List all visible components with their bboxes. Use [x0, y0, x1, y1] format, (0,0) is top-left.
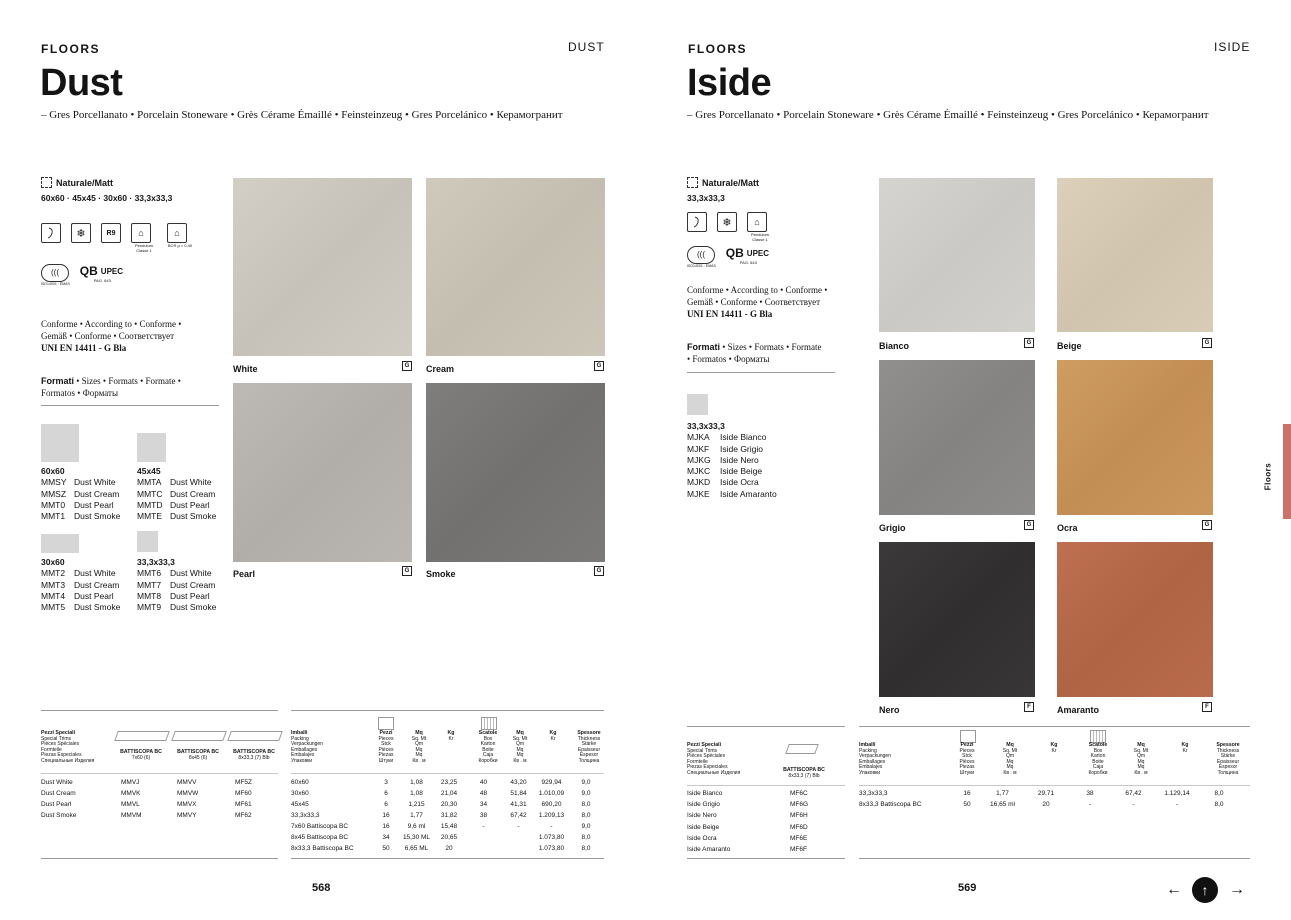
divider — [291, 858, 604, 859]
special-trims-header: Pezzi Speciali Special Trims Pièces Spéciales Formteile Piezas Especiales Специальные Изделия — [41, 730, 95, 764]
divider — [291, 773, 604, 774]
table-row: Dust White MMVJ MMVV MF5Z — [41, 779, 252, 786]
tile-grid-icon — [687, 177, 698, 188]
table-cell: 6 — [384, 801, 388, 808]
table-cell: 1.073,80 — [538, 845, 565, 852]
list-item: MMSZ Dust Cream — [41, 488, 120, 499]
list-item: MJKD Iside Ocra — [687, 477, 759, 488]
divider — [859, 858, 1250, 859]
table-cell: 8x33,3 Battiscopa BC — [859, 801, 922, 808]
table-cell: 15,30 ML — [402, 834, 431, 841]
list-item: MMT9 Dust Smoke — [137, 602, 217, 613]
qb-icon: QB — [79, 264, 98, 278]
list-item: MMT5 Dust Smoke — [41, 602, 121, 613]
size-group — [137, 557, 216, 613]
col-header-thickness: Spessore Thickness Stärke Epaisseur Espesor Толщина — [1216, 742, 1240, 776]
trim-drawing — [171, 731, 227, 741]
scroll-top-button[interactable]: ↑ — [1192, 877, 1218, 903]
table-cell: 45x45 — [291, 801, 309, 808]
conformity-text — [687, 284, 827, 320]
finish-row — [41, 177, 113, 188]
formati-translations-2: Formatos • Форматы — [41, 388, 119, 398]
conformity-text — [41, 318, 181, 354]
table-cell: 1.073,80 — [538, 834, 565, 841]
formati-label: Formati — [41, 376, 75, 386]
formati-label: Formati — [687, 342, 721, 352]
col-header-pieces: Pezzi Pieces Stck Pièces Piezas Штуки — [378, 730, 394, 764]
table-cell: 1,215 — [408, 801, 425, 808]
qb-icon: QB — [725, 246, 744, 260]
divider — [687, 726, 845, 727]
table-cell: 8,0 — [1214, 801, 1224, 808]
bcr-block — [167, 223, 193, 253]
table-cell: 8,0 — [1214, 790, 1224, 797]
special-trims-rows — [687, 788, 847, 855]
trim-drawing — [114, 731, 170, 741]
table-cell: 690,20 — [541, 801, 562, 808]
table-cell: 31,82 — [440, 812, 458, 819]
size-group — [41, 557, 120, 613]
list-item: MJKC Iside Beige — [687, 466, 763, 477]
divider — [859, 726, 1250, 727]
grade-badge: G — [402, 361, 412, 371]
tile-label: Nero — [879, 705, 900, 715]
trim-col-header: BATTISCOPA BC 8x33,3 (7) Blb — [783, 767, 825, 779]
col-header-sqm-box: Mq Sq. Mt Qm Mq Mq Кв . м — [1133, 742, 1149, 776]
page-number: 569 — [958, 882, 977, 894]
swatch-33x33 — [137, 531, 158, 552]
cert-icon: ((( — [41, 264, 69, 282]
table-cell: 29,71 — [1037, 790, 1055, 797]
pendulum-block — [747, 212, 773, 242]
col-header-kg-box: Kg Kr — [549, 730, 557, 742]
table-cell — [502, 832, 535, 843]
table-cell: 51,84 — [510, 790, 527, 797]
table-cell: 60x60 — [291, 779, 309, 786]
cert-block — [687, 246, 716, 268]
tile-image-ocra — [1057, 360, 1213, 515]
feature-icons — [687, 212, 773, 242]
table-cell: - — [1175, 801, 1179, 808]
upec-label: UPEC — [100, 266, 124, 276]
material-subtitle: – Gres Porcellanato • Porcelain Stoneware • Grès Cérame Émaillé • Feinsteinzeug • Gres Porcelánico • Керамогранит — [687, 109, 1209, 121]
table-row — [291, 832, 607, 843]
list-item: MMT8 Dust Pearl — [137, 590, 210, 601]
table-cell: 34 — [479, 801, 488, 808]
bcr-icon: ⌂ — [167, 223, 187, 243]
tile-label: Grigio — [879, 523, 906, 533]
uni-standard: UNI EN 14411 - G Bla — [687, 309, 773, 319]
table-cell: 6 — [384, 790, 388, 797]
divider — [41, 405, 219, 406]
list-item: MMT0 Dust Pearl — [41, 499, 114, 510]
tile-image-smoke — [426, 383, 605, 562]
qb-block — [80, 264, 123, 283]
special-trims-header: Pezzi Speciali Special Trims Pièces Spéciales Formteile Piezas Especiales Специальные Изделия — [687, 742, 741, 776]
available-sizes: 60x60 · 45x45 · 30x60 · 33,3x33,3 — [41, 193, 173, 203]
col-header-pieces: Pezzi Pieces Stck Pièces Piezas Штуки — [959, 742, 975, 776]
table-row: Dust Smoke MMVM MMVY MF62 — [41, 812, 252, 819]
table-cell: 8,0 — [581, 834, 591, 841]
table-row — [291, 843, 607, 854]
table-row — [291, 821, 607, 832]
trim-drawing — [785, 744, 819, 754]
list-item: MMT1 Dust Smoke — [41, 511, 121, 522]
table-cell: - — [517, 823, 520, 830]
tile-image-beige — [1057, 178, 1213, 332]
size-group — [137, 466, 216, 522]
table-cell: 929,94 — [541, 779, 562, 786]
table-row — [859, 788, 1251, 799]
r9-badge: R9 — [101, 223, 121, 243]
table-cell: 8x45 Battiscopa BC — [291, 834, 349, 841]
snowflake-icon: ❄ — [71, 223, 91, 243]
tile-grid-icon — [41, 177, 52, 188]
section-label: FLOORS — [41, 42, 100, 56]
table-row — [859, 799, 1251, 810]
table-cell: 8,0 — [581, 801, 591, 808]
table-cell: 40 — [479, 779, 488, 786]
table-cell: 9,0 — [581, 779, 591, 786]
table-cell: 16 — [963, 790, 971, 797]
pendulum-icon: ⌂ — [747, 212, 767, 232]
col-header-sqm: Mq Sq. Mt Qm Mq Mq Кв . м — [411, 730, 427, 764]
list-item: MMTD Dust Pearl — [137, 499, 210, 510]
col-header-kg: Kg Kr — [1050, 742, 1058, 754]
list-item: MMT3 Dust Cream — [41, 579, 120, 590]
table-cell: 16,65 ml — [990, 801, 1015, 808]
pendulum-icon: ⌂ — [131, 223, 151, 243]
table-cell: 8,0 — [581, 845, 591, 852]
table-row: Iside Nero MF6H — [687, 812, 808, 820]
table-cell: 33,3x33,3 — [291, 812, 320, 819]
tile-label: Cream — [426, 364, 455, 374]
table-cell: 67,42 — [510, 812, 527, 819]
col-header-kg-box: Kg Kr — [1181, 742, 1189, 754]
page-number: 568 — [312, 882, 331, 894]
prev-page-button[interactable]: ← — [1166, 881, 1182, 898]
table-cell — [465, 832, 502, 843]
divider — [41, 710, 278, 711]
table-row: Iside Grigio MF6G — [687, 801, 809, 809]
table-cell: 1,08 — [410, 790, 423, 797]
list-item: MMT4 Dust Pearl — [41, 590, 114, 601]
col-header-box: Scatole Box Karton Boite Caja Коробки — [478, 730, 498, 764]
formati-translations: • Sizes • Formats • Formate — [720, 342, 822, 352]
next-page-button[interactable]: → — [1229, 881, 1245, 898]
grade-badge: G — [1202, 520, 1212, 530]
grade-badge: F — [1202, 702, 1212, 712]
table-cell: 1.129,14 — [1164, 790, 1190, 797]
table-cell: 38 — [479, 812, 488, 819]
feature-icons — [41, 223, 193, 253]
tile-label: Amaranto — [1057, 705, 1100, 715]
tile-image-amaranto — [1057, 542, 1213, 697]
list-item: MMT6 Dust White — [137, 568, 212, 579]
table-cell: - — [1088, 801, 1092, 808]
table-cell: 34 — [382, 834, 390, 841]
divider — [859, 785, 1250, 786]
swatch-33x33 — [687, 394, 708, 415]
list-item: MJKE Iside Amaranto — [687, 488, 777, 499]
table-cell: 23,25 — [440, 779, 458, 786]
tile-label: Bianco — [879, 341, 910, 351]
trim-col-header: BATTISCOPA BC 8x33,3 (7) Blb — [233, 749, 275, 761]
packing-header: Imballi Packing Verpackungen Emballages Embalajes Упаковки — [859, 742, 891, 776]
tile-label: Ocra — [1057, 523, 1078, 533]
tile-image-grigio — [879, 360, 1035, 515]
side-tab-label[interactable]: Floors — [1263, 462, 1273, 491]
table-row: Dust Cream MMVK MMVW MF60 — [41, 790, 252, 797]
cert-icons — [41, 264, 123, 286]
table-cell: 15,48 — [440, 823, 458, 830]
table-cell: 20,65 — [440, 834, 458, 841]
page-title: Dust — [40, 62, 123, 104]
pendulum-caption: Pendulum Classe 1 — [134, 243, 153, 253]
table-cell: 50 — [963, 801, 971, 808]
cert-caption: ISO14001 · EMAS — [41, 282, 70, 286]
table-cell: 20 — [1042, 801, 1050, 808]
list-item: MMTC Dust Cream — [137, 488, 216, 499]
cert-block — [41, 264, 70, 286]
table-cell: 1,77 — [410, 812, 423, 819]
qb-caption: PAG. 643 — [739, 260, 757, 265]
table-row: Iside Ocra MF6E — [687, 834, 808, 842]
table-row — [291, 799, 607, 810]
page-title: Iside — [687, 62, 772, 104]
col-header-sqm: Mq Sq. Mt Qm Mq Mq Кв . м — [1002, 742, 1018, 776]
table-cell: 38 — [1086, 790, 1094, 797]
table-cell: 21,04 — [440, 790, 458, 797]
collection-header: ISIDE — [1214, 40, 1251, 54]
table-cell: 16 — [382, 812, 390, 819]
col-header-thickness: Spessore Thickness Stärke Epaisseur Espesor Толщина — [577, 730, 601, 764]
table-cell: 48 — [479, 790, 488, 797]
table-cell: 9,0 — [581, 823, 591, 830]
table-cell: 9,6 ml — [407, 823, 426, 830]
table-cell: 8,0 — [581, 812, 591, 819]
table-cell: 7x60 Battiscopa BC — [291, 823, 349, 830]
swatch-45x45 — [137, 433, 166, 462]
col-header-box: Scatole Box Karton Boite Caja Коробки — [1088, 742, 1108, 776]
snowflake-icon: ❄ — [717, 212, 737, 232]
table-cell: 1.209,13 — [538, 812, 565, 819]
size-group-title: 33,3x33,3 — [137, 557, 175, 567]
cert-caption: ISO14001 · EMAS — [687, 264, 716, 268]
table-cell: 20,30 — [440, 801, 458, 808]
divider — [687, 858, 845, 859]
table-cell: 3 — [384, 779, 388, 786]
material-subtitle: – Gres Porcellanato • Porcelain Stoneware • Grès Cérame Émaillé • Feinsteinzeug • Gres Porcelánico • Керамогранит — [41, 109, 563, 121]
foot-icon — [41, 223, 61, 243]
table-cell: 16 — [382, 823, 390, 830]
grade-badge: F — [1024, 702, 1034, 712]
bcr-caption: BCR µ > 0,40 — [167, 243, 193, 248]
finish-label: Naturale/Matt — [702, 177, 760, 188]
table-cell: 50 — [382, 845, 390, 852]
table-cell: 9,0 — [581, 790, 591, 797]
list-item: MMTE Dust Smoke — [137, 511, 217, 522]
pendulum-caption: Pendulum Classe 1 — [750, 232, 769, 242]
packing-header: Imballi Packing Verpackungen Emballages Embalajes Упаковки — [291, 730, 323, 764]
conform-line: Conforme • According to • Conforme • — [687, 285, 828, 295]
grade-badge: G — [594, 361, 604, 371]
swatch-60x60 — [41, 424, 79, 462]
cert-icons — [687, 246, 769, 268]
table-cell: 1.010,09 — [538, 790, 565, 797]
grade-badge: G — [402, 566, 412, 576]
list-item: MJKF Iside Grigio — [687, 443, 763, 454]
trim-col-header: BATTISCOPA BC 7x60 (6) — [120, 749, 162, 761]
qb-block — [726, 246, 769, 265]
table-row — [291, 810, 607, 821]
divider — [687, 785, 845, 786]
table-row: Dust Pearl MMVL MMVX MF61 — [41, 801, 252, 808]
list-item: MMTA Dust White — [137, 477, 212, 488]
table-cell: 1,77 — [996, 790, 1009, 797]
divider — [291, 710, 604, 711]
tile-image-bianco — [879, 178, 1035, 332]
special-trims-rows — [41, 777, 281, 821]
finish-label: Naturale/Matt — [56, 177, 114, 188]
size-group-title: 45x45 — [137, 466, 161, 476]
table-cell: 43,20 — [510, 779, 527, 786]
tile-label: White — [233, 364, 258, 374]
swatch-30x60 — [41, 534, 79, 553]
tile-label: Smoke — [426, 569, 456, 579]
table-cell: - — [1132, 801, 1135, 808]
divider — [41, 773, 278, 774]
table-cell — [465, 843, 502, 854]
col-header-sqm-box: Mq Sq. Mt Qm Mq Mq Кв . м — [512, 730, 528, 764]
tile-image-pearl — [233, 383, 412, 562]
table-cell: 8x33,3 Battiscopa BC — [291, 845, 354, 852]
tile-image-nero — [879, 542, 1035, 697]
list-item: MMT2 Dust White — [41, 568, 116, 579]
list-item: MMT7 Dust Cream — [137, 579, 216, 590]
formats-heading — [41, 375, 181, 399]
table-row: Iside Bianco MF6C — [687, 790, 808, 797]
trim-col-header: BATTISCOPA BC 8x45 (6) — [177, 749, 219, 761]
conform-line: Conforme • According to • Conforme • — [41, 319, 182, 329]
table-cell: 20 — [445, 845, 453, 852]
formats-heading — [687, 341, 821, 365]
divider — [687, 372, 835, 373]
tile-label: Beige — [1057, 341, 1082, 351]
table-cell: 33,3x33,3 — [859, 790, 888, 797]
finish-row — [687, 177, 759, 188]
list-item: MJKA Iside Bianco — [687, 432, 767, 443]
list-item: MJKG Iside Nero — [687, 454, 759, 465]
size-group — [687, 421, 777, 500]
packing-rows — [859, 788, 1251, 810]
pendulum-block — [131, 223, 157, 253]
formati-translations-2: • Formatos • Форматы — [687, 354, 770, 364]
list-item: MMSY Dust White — [41, 477, 116, 488]
upec-label: UPEC — [746, 248, 770, 258]
grade-badge: G — [1202, 338, 1212, 348]
table-cell: 6,65 ML — [404, 845, 429, 852]
conform-line: Gemäß • Conforme • Соответствует — [687, 297, 821, 307]
table-row: Iside Amaranto MF6F — [687, 846, 807, 854]
formati-translations: • Sizes • Formats • Formate • — [74, 376, 181, 386]
available-sizes: 33,3x33,3 — [687, 193, 725, 203]
pieces-icon — [378, 717, 394, 730]
grade-badge: G — [1024, 338, 1034, 348]
size-group — [41, 466, 120, 522]
table-row: Iside Beige MF6D — [687, 823, 808, 831]
section-label: FLOORS — [688, 42, 747, 56]
table-cell — [502, 843, 535, 854]
size-group-title: 30x60 — [41, 557, 65, 567]
grade-badge: G — [1024, 520, 1034, 530]
tile-image-white — [233, 178, 412, 356]
table-cell: 30x60 — [291, 790, 309, 797]
qb-caption: PAG. 643 — [93, 278, 111, 283]
table-cell: 41,31 — [510, 801, 527, 808]
conform-line: Gemäß • Conforme • Соответствует — [41, 331, 175, 341]
cert-icon: ((( — [687, 246, 715, 264]
packing-rows — [291, 777, 607, 854]
side-tab[interactable] — [1283, 424, 1291, 519]
tile-label: Pearl — [233, 569, 256, 579]
collection-header: DUST — [568, 40, 605, 54]
size-group-title: 60x60 — [41, 466, 65, 476]
table-cell: - — [550, 823, 553, 830]
table-row — [291, 788, 607, 799]
divider — [41, 858, 278, 859]
grade-badge: G — [594, 566, 604, 576]
uni-standard: UNI EN 14411 - G Bla — [41, 343, 127, 353]
table-cell: - — [482, 823, 485, 830]
foot-icon — [687, 212, 707, 232]
box-icon — [481, 717, 497, 730]
tile-image-cream — [426, 178, 605, 356]
table-cell: 1,08 — [410, 779, 423, 786]
trim-drawing — [227, 731, 283, 741]
col-header-kg: Kg Kr — [447, 730, 455, 742]
size-group-title: 33,3x33,3 — [687, 421, 725, 431]
table-row — [291, 777, 607, 788]
table-cell: 67,42 — [1125, 790, 1142, 797]
